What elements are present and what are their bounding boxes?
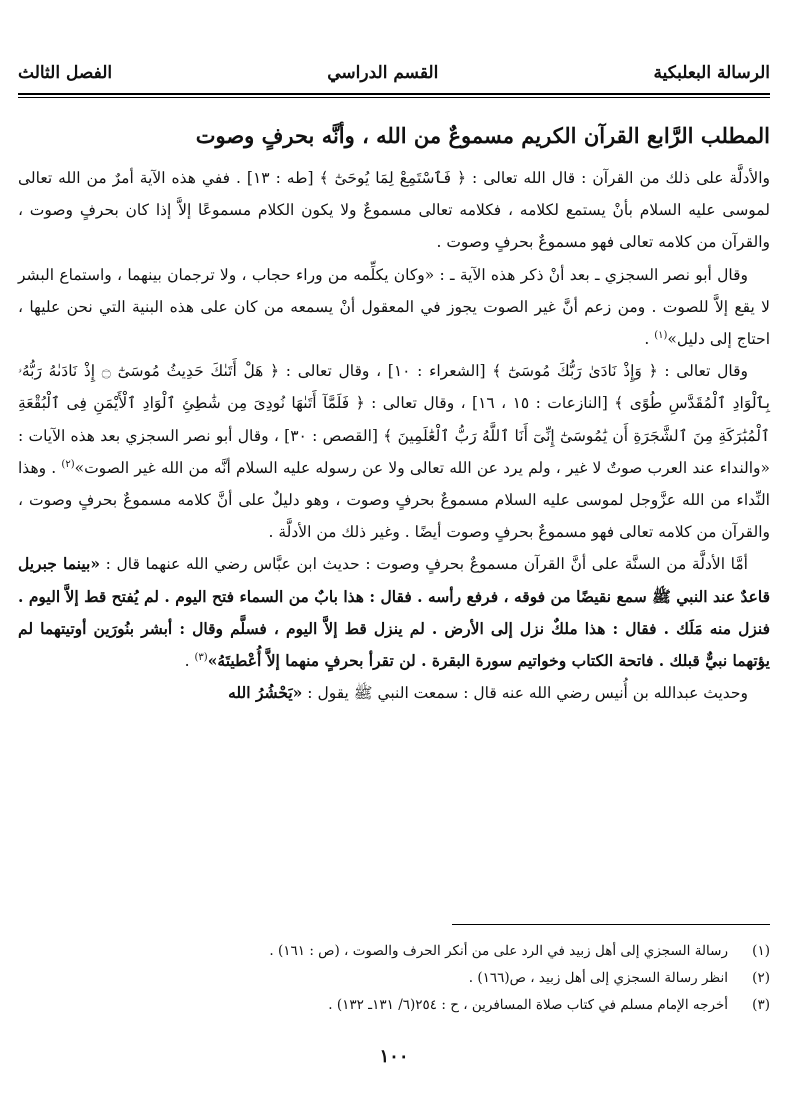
header-rule — [18, 93, 770, 95]
footnote-number: (٣) — [752, 997, 770, 1013]
hadith-quote: «يَحْشُرُ الله — [228, 683, 303, 703]
paragraph: وقال أبو نصر السجزي ـ بعد أنْ ذكر هذه الآية ـ : «وكان يكلِّمه من وراء حجاب ، ولا ترجمان بينهما ، واستماع البشر لا يقع إلاَّ للصوت . ومن زعم أنَّ غير الصوت يجوز في المعقول أنْ يسمعه من كان على هذه البنية التي نحن عليها ، احتاج إلى دليل»$^{(١)}$ . — [18, 265, 770, 349]
footnote-number: (٢) — [752, 970, 770, 986]
footnote-separator — [452, 924, 770, 925]
footnote-text: انظر رسالة السجزي إلى أهل زبيد ، ص(١٦٦) . — [468, 970, 728, 986]
paragraph: وحديث عبدالله بن أُنيس رضي الله عنه قال : سمعت النبي ﷺ يقول : «يَحْشُرُ الله — [228, 683, 748, 703]
paragraph: والأدلَّة على ذلك من القرآن : قال الله تعالى : ﴿ فَٱسْتَمِعْ لِمَا يُوحَىٰٓ ﴾ [طه : ١٣] . ففي هذه الآية أمرٌ من الله تعالى لموسى عليه السلام بأنْ يستمع لكلامه ، فكلامه تعالى مسموعٌ ولا يكون الكلام مسموعًا إلاَّ إذا كان بحرفٍ وصوت ، والقرآن من كلامه تعالى فهو مسموعٌ بحرفٍ وصوت . — [18, 169, 770, 252]
body-text — [18, 162, 770, 709]
footnote-ref: (٢) — [61, 458, 75, 470]
footnote-item — [18, 992, 770, 1019]
header-rule-thin — [18, 97, 770, 98]
page-number: ١٠٠ — [379, 1046, 409, 1067]
book-title: الرسالة البعلبكية — [653, 63, 770, 83]
section-heading: المطلب الرَّابع القرآن الكريم مسموعٌ من الله ، وأنَّه بحرفٍ وصوت — [195, 123, 770, 148]
running-header — [18, 58, 770, 88]
paragraph: أمَّا الأدلَّة من السنَّة على أنَّ القرآن مسموعٌ بحرفٍ وصوت : حديث ابن عبَّاس رضي الله عنهما قال : «بينما جبريل قاعدٌ عند النبي ﷺ سمع نقيضًا من فوقه ، فرفع رأسه . فقال : هذا بابٌ من السماء فتح اليوم . لم يُفتح قط إلاَّ اليوم . فنزل منه مَلَك . فقال : هذا ملكٌ نزل إلى الأرض . لم ينزل قط إلاَّ اليوم ، فسلَّم وقال : أبشر بنُورَين أوتيتهما لم يؤتهما نبيٌّ قبلك . فاتحة الكتاب وخواتيم سورة البقرة . لن تقرأ بحرفٍ منهما إلاَّ أُعْطيتَهُ»$^{(٣)}$ . — [18, 554, 770, 671]
footnote-number: (١) — [752, 943, 770, 959]
footnote-item — [18, 965, 770, 992]
footnote-ref: (٣) — [194, 651, 208, 663]
footnote-item — [18, 938, 770, 965]
hadith-quote: «بينما جبريل قاعدٌ عند النبي ﷺ سمع نقيضًا من فوقه ، فرفع رأسه . فقال : هذا بابٌ من السماء فتح اليوم . لم يُفتح قط إلاَّ اليوم . فنزل منه مَلَك . فقال : هذا ملكٌ نزل إلى الأرض . لم ينزل قط إلاَّ اليوم ، فسلَّم وقال : أبشر بنُورَين أوتيتهما لم يؤتهما نبيٌّ قبلك . فاتحة الكتاب وخواتيم سورة البقرة . لن تقرأ بحرفٍ منهما إلاَّ أُعْطيتَهُ» — [18, 554, 770, 671]
footnote-text: أخرجه الإمام مسلم في كتاب صلاة المسافرين ، ح : ٢٥٤(٦/ ١٣١ـ ١٣٢) . — [328, 997, 728, 1013]
footnote-text: رسالة السجزي إلى أهل زبيد في الرد على من أنكر الحرف والصوت ، (ص : ١٦١) . — [269, 943, 728, 959]
chapter-title: الفصل الثالث — [18, 63, 113, 83]
section-title: القسم الدراسي — [327, 63, 439, 83]
paragraph: وقال تعالى : ﴿ وَإِذْ نَادَىٰ رَبُّكَ مُوسَىٰٓ ﴾ [الشعراء : ١٠] ، وقال تعالى : ﴿ هَلْ أَتَىٰكَ حَدِيثُ مُوسَىٰٓ ۝ إِذْ نَادَىٰهُ رَبُّهُۥ بِٱلْوَادِ ٱلْمُقَدَّسِ طُوًى ﴾ [النازعات : ١٥ ، ١٦] ، وقال تعالى : ﴿ فَلَمَّآ أَتَىٰهَا نُودِىَ مِن شَٰطِئِ ٱلْوَادِ ٱلْأَيْمَنِ فِى ٱلْبُقْعَةِ ٱلْمُبَٰرَكَةِ مِنَ ٱلشَّجَرَةِ أَن يَٰمُوسَىٰٓ إِنِّىٓ أَنَا ٱللَّهُ رَبُّ ٱلْعَٰلَمِينَ ﴾ [القصص : ٣٠] ، وقال أبو نصر السجزي بعد هذه الآيات : «والنداء عند العرب صوتٌ لا غير ، ولم يرد عن الله تعالى ولا عن رسوله عليه السلام أنَّه من الله غير الصوت»$^{(٢)}$ . وهذا النِّداء من الله عزَّوجل لموسى عليه السلام مسموعٌ بحرفٍ وصوت ، وهو دليلٌ على أنَّ كلامه مسموعٌ بحرفٍ وصوت ، والقرآن من كلامه تعالى فهو مسموعٌ بحرفٍ وصوت أيضًا . وغير ذلك من الأدلَّة . — [18, 362, 771, 542]
footnotes — [18, 938, 770, 1019]
footnote-ref: (١) — [654, 329, 668, 341]
